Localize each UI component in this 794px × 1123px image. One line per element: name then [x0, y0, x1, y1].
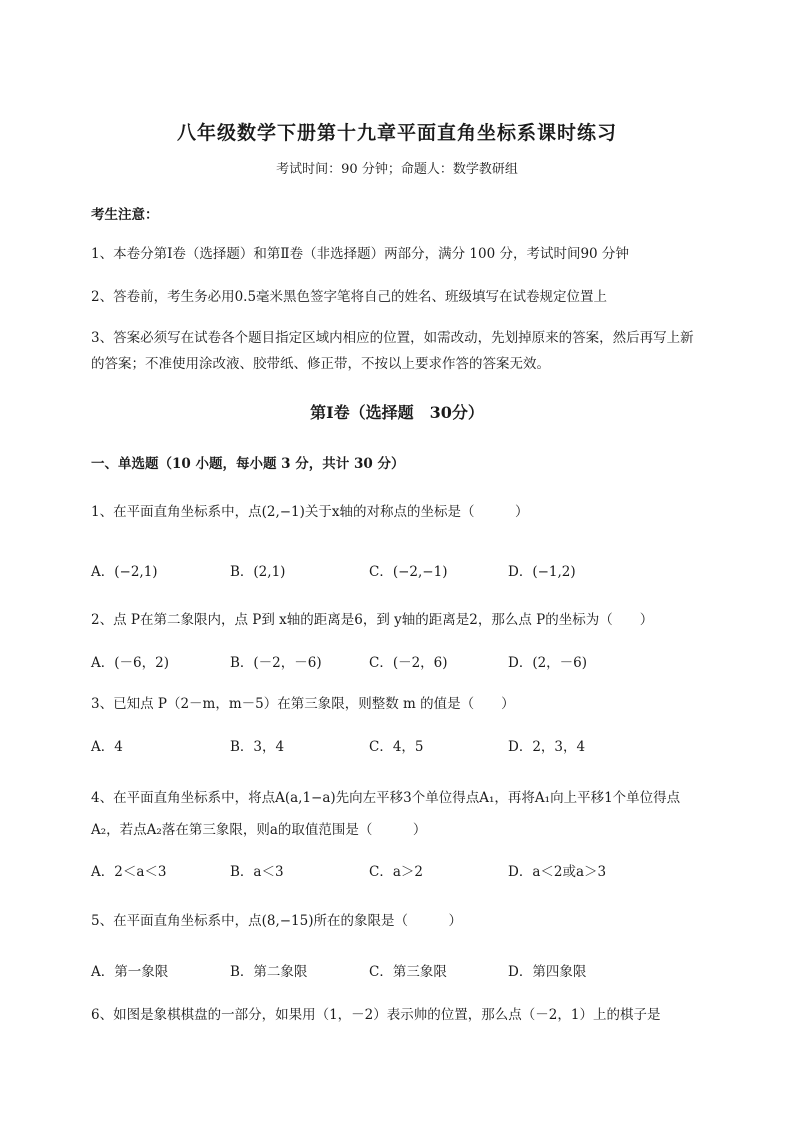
- option-b[interactable]: B．3，4: [230, 739, 285, 755]
- question-5-stem: 5、在平面直角坐标系中，点(8,−15)所在的象限是（ ）: [91, 913, 462, 929]
- option-c[interactable]: C．第三象限: [369, 964, 447, 980]
- option-a[interactable]: A．2＜a＜3: [91, 864, 167, 880]
- option-a[interactable]: A．(−2,1): [91, 564, 158, 580]
- notice-heading: 考生注意：: [91, 207, 159, 223]
- option-c[interactable]: C．a＞2: [369, 864, 423, 880]
- option-d[interactable]: D．第四象限: [508, 964, 587, 980]
- option-c[interactable]: C．(−2,−1): [369, 564, 448, 580]
- option-d[interactable]: D．(2，－6): [508, 655, 588, 671]
- option-d[interactable]: D．2，3，4: [508, 739, 586, 755]
- question-1-stem: 1、在平面直角坐标系中，点(2,−1)关于x轴的对称点的坐标是（ ）: [91, 504, 529, 520]
- option-b[interactable]: B．(2,1): [230, 564, 286, 580]
- option-c[interactable]: C．4，5: [369, 739, 424, 755]
- page-title: 八年级数学下册第十九章平面直角坐标系课时练习: [176, 122, 617, 144]
- option-a[interactable]: A．4: [91, 739, 123, 755]
- notice-item-3-continued: 的答案；不准使用涂改液、胶带纸、修正带，不按以上要求作答的答案无效。: [91, 356, 550, 372]
- question-4-stem-line-2: A₂，若点A₂落在第三象限，则a的取值范围是（ ）: [91, 822, 427, 838]
- section-title: 第Ⅰ卷（选择题 30分）: [310, 403, 484, 422]
- option-d[interactable]: D．(−1,2): [508, 564, 576, 580]
- notice-item-2: 2、答卷前，考生务必用0.5毫米黑色签字笔将自己的姓名、班级填写在试卷规定位置上: [91, 289, 608, 305]
- option-b[interactable]: B．第二象限: [230, 964, 308, 980]
- option-a[interactable]: A．(－6，2): [91, 655, 169, 671]
- part-heading: 一、单选题（10 小题，每小题 3 分，共计 30 分）: [91, 456, 405, 472]
- option-b[interactable]: B．a＜3: [230, 864, 284, 880]
- notice-item-3: 3、答案必须写在试卷各个题目指定区域内相应的位置，如需改动，先划掉原来的答案，然后再写上新: [91, 330, 694, 346]
- question-4-stem-line-1: 4、在平面直角坐标系中，将点A(a,1−a)先向左平移3个单位得点A₁，再将A₁向上平移1个单位得点: [91, 790, 681, 806]
- question-2-stem: 2、点 P在第二象限内，点 P到 x轴的距离是6，到 y轴的距离是2，那么点 P的坐标为（ ）: [91, 612, 654, 628]
- exam-subtitle: 考试时间：90 分钟；命题人：数学教研组: [276, 162, 518, 177]
- option-b[interactable]: B．(－2，－6): [230, 655, 322, 671]
- option-a[interactable]: A．第一象限: [91, 964, 169, 980]
- question-3-stem: 3、已知点 P（2－m，m－5）在第三象限，则整数 m 的值是（ ）: [91, 696, 515, 712]
- option-c[interactable]: C．(－2，6): [369, 655, 448, 671]
- question-6-stem: 6、如图是象棋棋盘的一部分，如果用（1，－2）表示帅的位置，那么点（－2，1）上的棋子是: [91, 1007, 661, 1023]
- notice-item-1: 1、本卷分第Ⅰ卷（选择题）和第Ⅱ卷（非选择题）两部分，满分 100 分，考试时间90 分钟: [91, 246, 629, 262]
- option-d[interactable]: D．a＜2或a＞3: [508, 864, 607, 880]
